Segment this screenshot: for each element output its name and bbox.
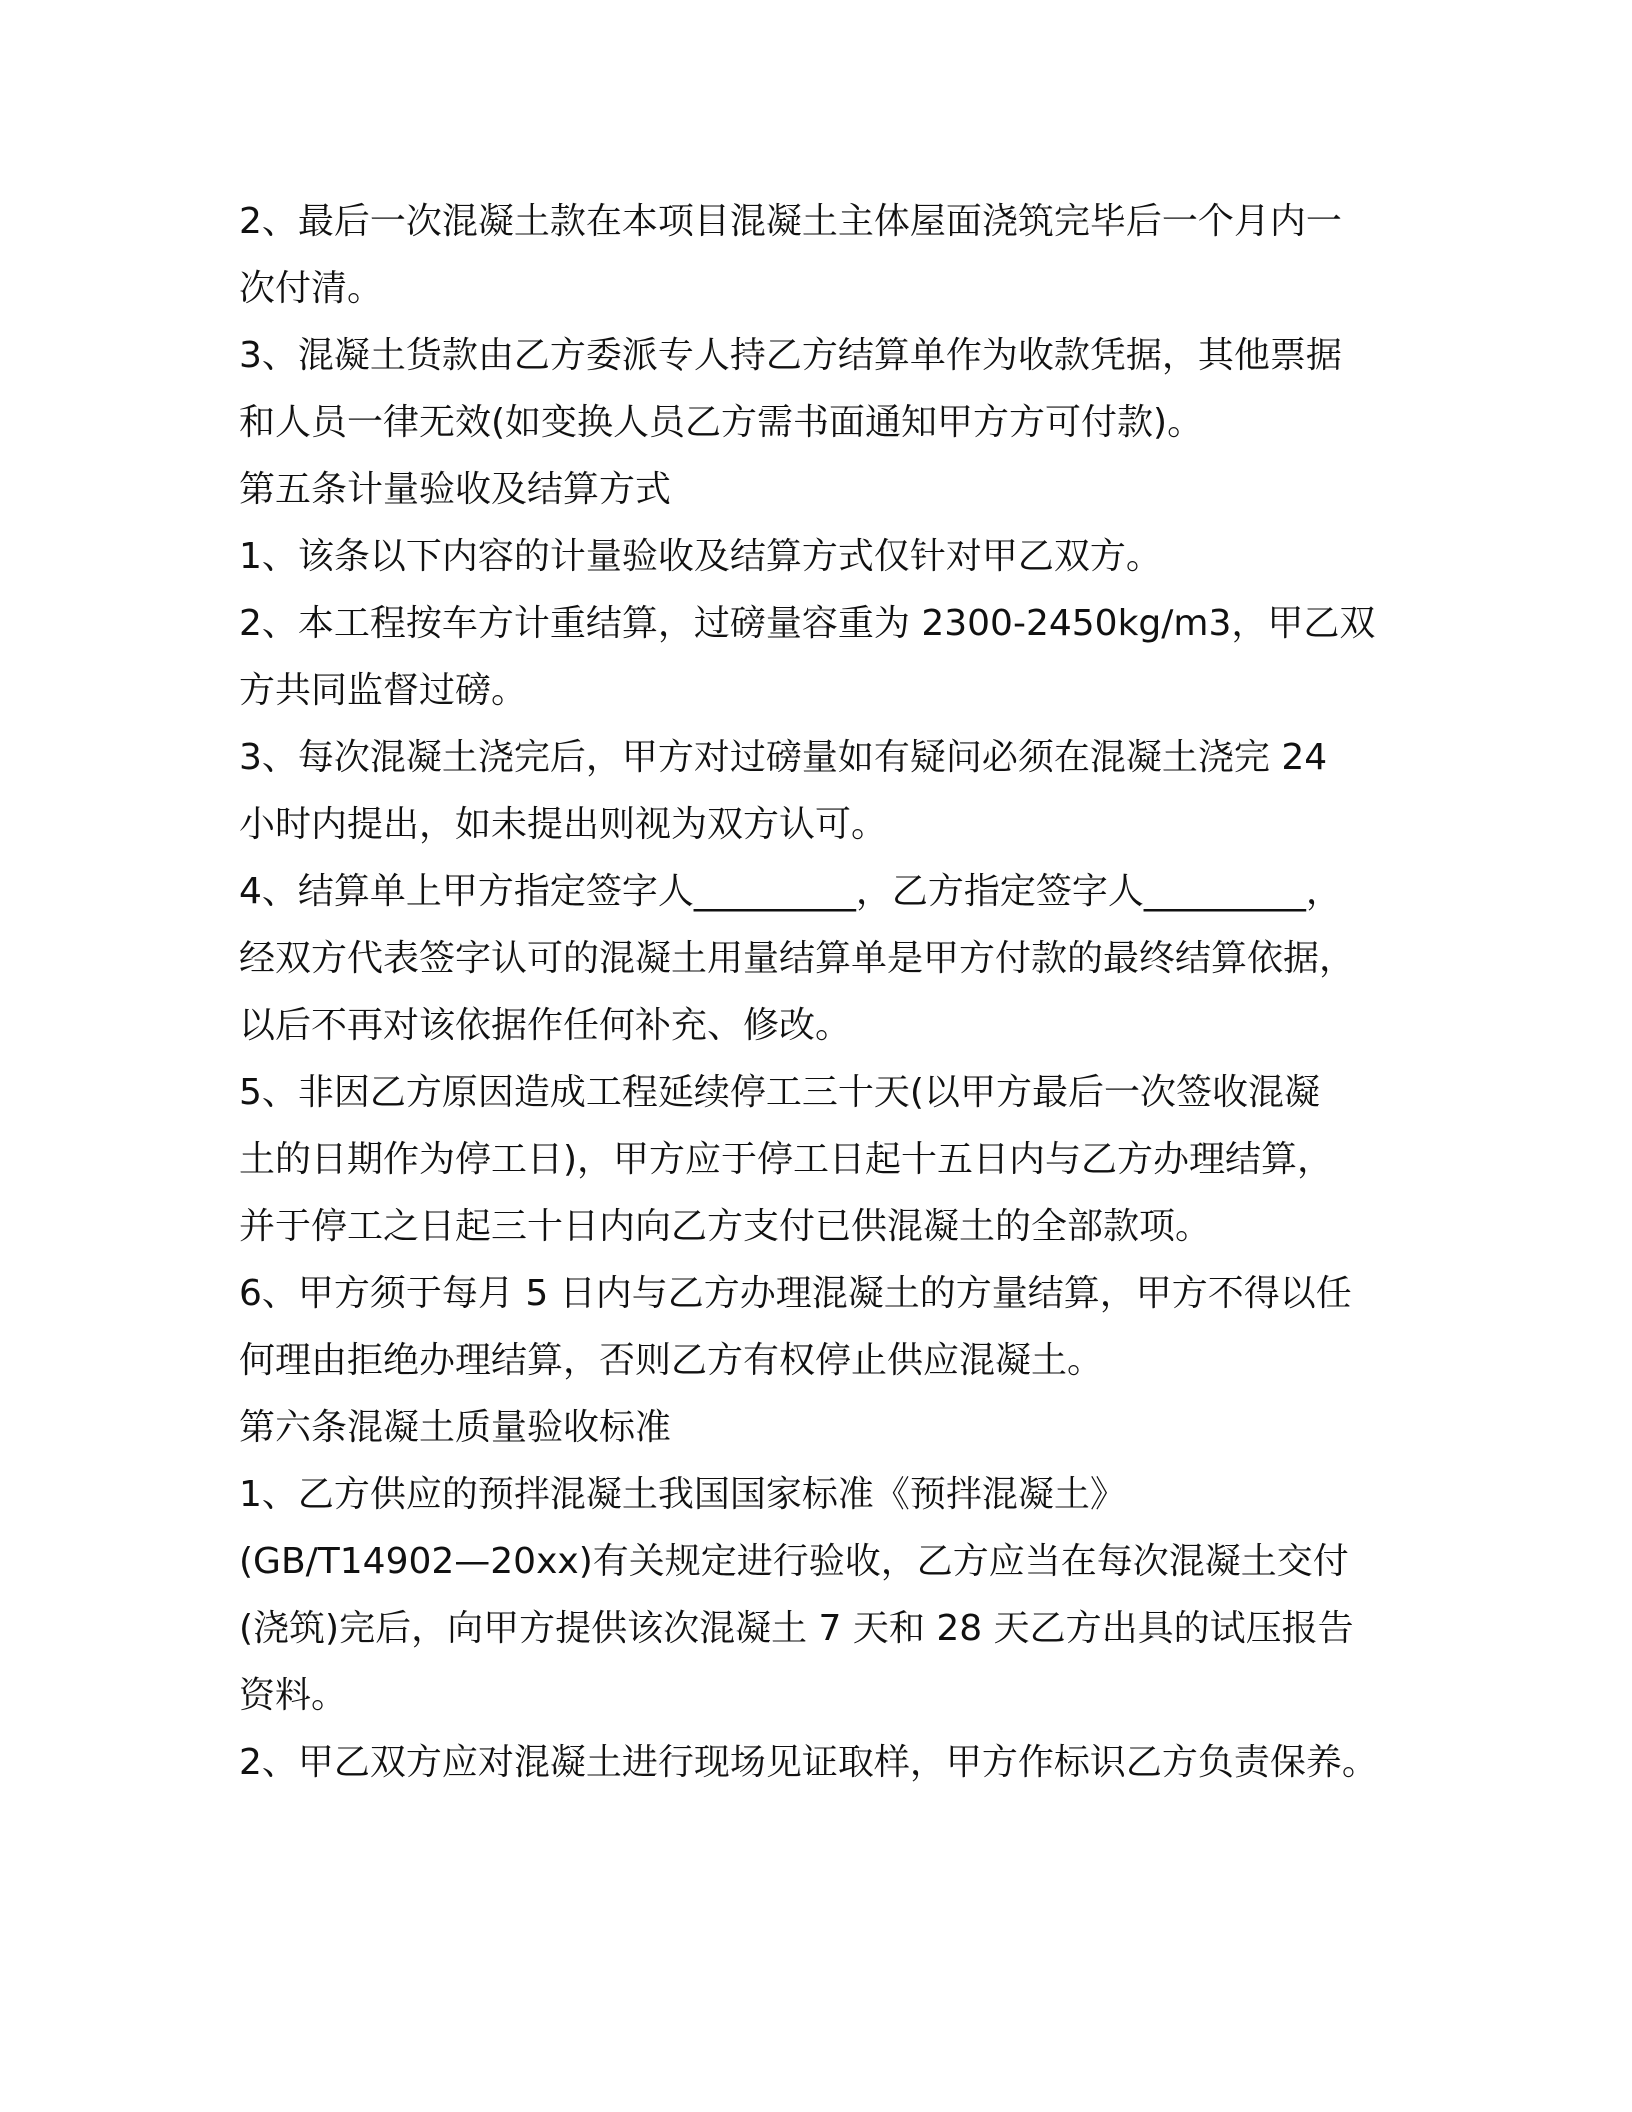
text-line: 2、甲乙双方应对混凝土进行现场见证取样，甲方作标识乙方负责保养。	[239, 1742, 1378, 1783]
text-line: 小时内提出，如未提出则视为双方认可。	[239, 804, 888, 845]
text-line: 和人员一律无效(如变换人员乙方需书面通知甲方方可付款)。	[239, 402, 1204, 443]
text-line: 并于停工之日起三十日内向乙方支付已供混凝土的全部款项。	[239, 1206, 1212, 1247]
text-line: 5、非因乙方原因造成工程延续停工三十天(以甲方最后一次签收混凝	[239, 1072, 1320, 1113]
text-line: 1、乙方供应的预拌混凝土我国国家标准《预拌混凝土》	[239, 1474, 1126, 1515]
text-line: 方共同监督过磅。	[239, 670, 528, 711]
text-line: 4、结算单上甲方指定签字人_________，乙方指定签字人_________，	[239, 871, 1342, 912]
text-line: 次付清。	[239, 268, 384, 309]
text-line: (浇筑)完后，向甲方提供该次混凝土 7 天和 28 天乙方出具的试压报告	[239, 1608, 1354, 1649]
text-line: 3、混凝土货款由乙方委派专人持乙方结算单作为收款凭据，其他票据	[239, 335, 1342, 376]
text-line: (GB/T14902—20xx)有关规定进行验收，乙方应当在每次混凝土交付	[239, 1541, 1349, 1582]
text-line: 何理由拒绝办理结算，否则乙方有权停止供应混凝土。	[239, 1340, 1104, 1381]
text-line: 6、甲方须于每月 5 日内与乙方办理混凝土的方量结算，甲方不得以任	[239, 1273, 1352, 1314]
text-line: 以后不再对该依据作任何补充、修改。	[239, 1005, 852, 1046]
document-body	[239, 188, 1409, 1796]
text-line: 经双方代表签字认可的混凝土用量结算单是甲方付款的最终结算依据，	[239, 938, 1356, 979]
section-heading: 第六条混凝土质量验收标准	[239, 1407, 672, 1448]
text-line: 1、该条以下内容的计量验收及结算方式仅针对甲乙双方。	[239, 536, 1162, 577]
text-line: 3、每次混凝土浇完后，甲方对过磅量如有疑问必须在混凝土浇完 24	[239, 737, 1328, 778]
text-line: 资料。	[239, 1675, 348, 1716]
text-line: 土的日期作为停工日)，甲方应于停工日起十五日内与乙方办理结算，	[239, 1139, 1334, 1180]
text-line: 2、最后一次混凝土款在本项目混凝土主体屋面浇筑完毕后一个月内一	[239, 201, 1342, 242]
text-line: 2、本工程按车方计重结算，过磅量容重为 2300-2450kg/m3，甲乙双	[239, 603, 1376, 644]
section-heading: 第五条计量验收及结算方式	[239, 469, 672, 510]
